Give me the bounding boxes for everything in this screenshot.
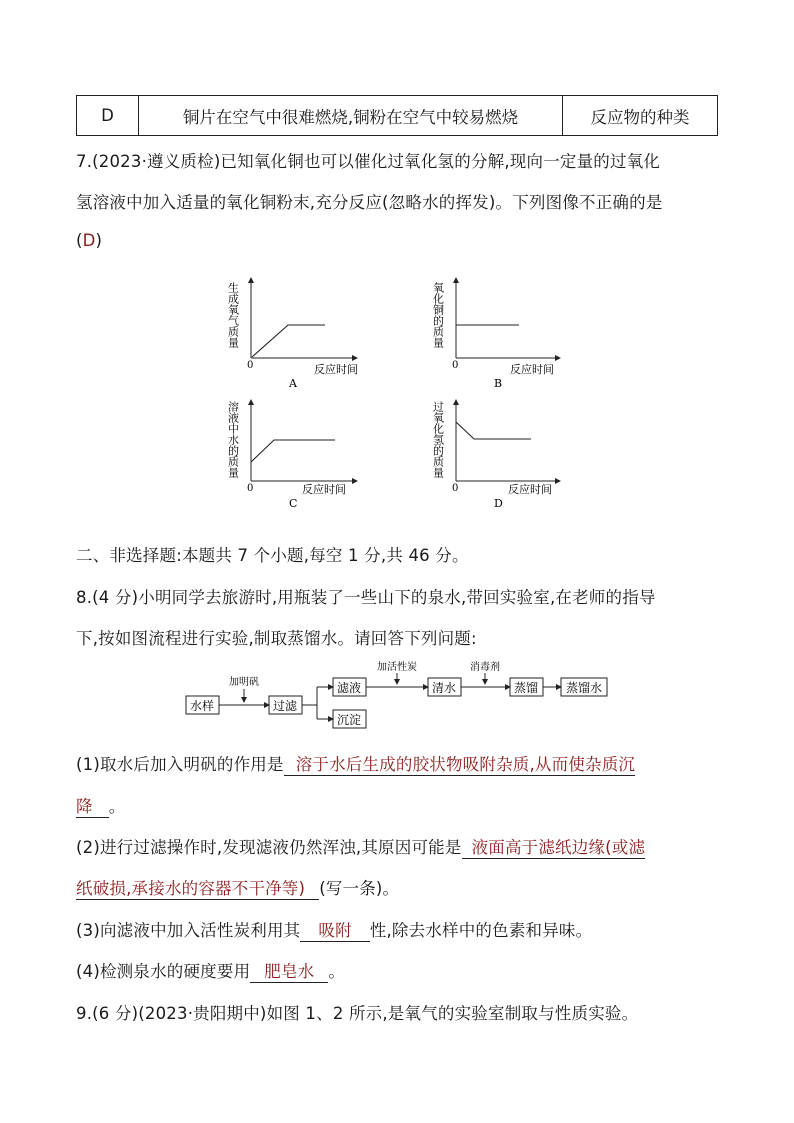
graph-d	[432, 400, 561, 510]
q8-sub1-line1: (1)取水后加入明矾的作用是 溶于水后生成的胶状物吸附杂质,从而使杂质沉	[76, 751, 635, 776]
graph-c-xlabel: 反应时间	[302, 483, 346, 496]
graph-b-xlabel: 反应时间	[510, 363, 554, 376]
q7-line2: 氢溶液中加入适量的氧化铜粉末,充分反应(忽略水的挥发)。下列图像不正确的是	[76, 193, 663, 212]
graph-a-xlabel: 反应时间	[314, 363, 358, 376]
q7-answer: D	[82, 231, 96, 250]
q8-line2: 下,按如图流程进行实验,制取蒸馏水。请回答下列问题:	[76, 629, 477, 648]
graph-c	[227, 400, 358, 510]
graph-a-curve	[252, 325, 325, 357]
box-precipitate-label: 沉淀	[336, 713, 362, 727]
graph-b-letter: B	[494, 377, 503, 390]
q7-line1: 7.(2023·遵义质检)已知氧化铜也可以催化过氧化氢的分解,现向一定量的过氧化	[76, 152, 661, 171]
box-filtrate-label: 滤液	[336, 681, 362, 695]
graph-c-ylabel: 溶液中水的质量	[226, 401, 240, 478]
q8-sub2-answer-b: 纸破损,承接水的容器不干净等)	[76, 879, 306, 898]
graph-d-origin: 0	[452, 483, 459, 494]
q8-sub2-line1: (2)进行过滤操作时,发现滤液仍然浑浊,其原因可能是 液面高于滤纸边缘(或滤	[76, 834, 645, 859]
row-factor: 反应物的种类	[563, 96, 718, 136]
graph-c-letter: C	[289, 497, 298, 510]
box-distill-label: 蒸馏	[513, 681, 539, 695]
graph-a	[227, 278, 359, 390]
graph-b-ylabel: 氧化铜的质量	[431, 282, 445, 348]
q8-line1: 8.(4 分)小明同学去旅游时,用瓶装了一些山下的泉水,带回实验室,在老师的指导	[76, 588, 656, 607]
graph-c-curve	[251, 440, 335, 462]
graph-d-xlabel: 反应时间	[508, 483, 552, 496]
q8-sub1-answer-a: 溶于水后生成的胶状物吸附杂质,从而使杂质沉	[295, 755, 636, 774]
section-2-heading: 二、非选择题:本题共 7 个小题,每空 1 分,共 46 分。	[76, 546, 469, 565]
q8-sub2-line2: 纸破损,承接水的容器不干净等) (写一条)。	[76, 875, 399, 900]
graph-c-origin: 0	[247, 483, 254, 494]
q8-sub3: (3)向滤液中加入活性炭利用其 吸附 性,除去水样中的色素和异味。	[76, 917, 592, 942]
graph-b	[432, 278, 561, 390]
q8-sub1-answer-b: 降	[76, 797, 93, 816]
box-clear-water-label: 清水	[431, 681, 457, 695]
graph-a-ylabel: 生成氧气质量	[226, 282, 240, 348]
box-filter-label: 过滤	[272, 699, 298, 713]
q8-sub2-answer-a: 液面高于滤纸边缘(或滤	[471, 838, 646, 857]
q8-sub4-answer: 肥皂水	[264, 962, 315, 981]
q7-graphs	[225, 270, 575, 515]
q9-line1: 9.(6 分)(2023·贵阳期中)如图 1、2 所示,是氧气的实验室制取与性质实验。	[76, 1004, 639, 1023]
graph-b-origin: 0	[452, 360, 459, 371]
row-phenomenon: 铜片在空气中很难燃烧,铜粉在空气中较易燃烧	[139, 96, 563, 136]
graph-d-curve	[456, 422, 531, 439]
q7-answer-line: (D)	[76, 231, 103, 250]
box-sample-label: 水样	[189, 699, 215, 713]
row-letter: D	[77, 96, 139, 136]
q8-sub4: (4)检测泉水的硬度要用 肥皂水 。	[76, 958, 345, 983]
label-add-carbon: 加活性炭	[377, 662, 417, 673]
graph-d-letter: D	[494, 497, 503, 510]
q8-sub3-answer: 吸附	[318, 921, 352, 940]
graph-a-origin: 0	[247, 360, 254, 371]
purification-flowchart	[184, 658, 614, 734]
label-disinfectant: 消毒剂	[470, 662, 500, 673]
q8-sub1-line2: 降 。	[76, 793, 125, 818]
graph-d-ylabel: 过氧化氢的质量	[431, 401, 445, 478]
label-add-alum: 加明矾	[229, 677, 259, 688]
box-distilled-water-label: 蒸馏水	[565, 681, 603, 695]
comparison-table-row	[76, 95, 718, 136]
graph-a-letter: A	[289, 377, 297, 390]
